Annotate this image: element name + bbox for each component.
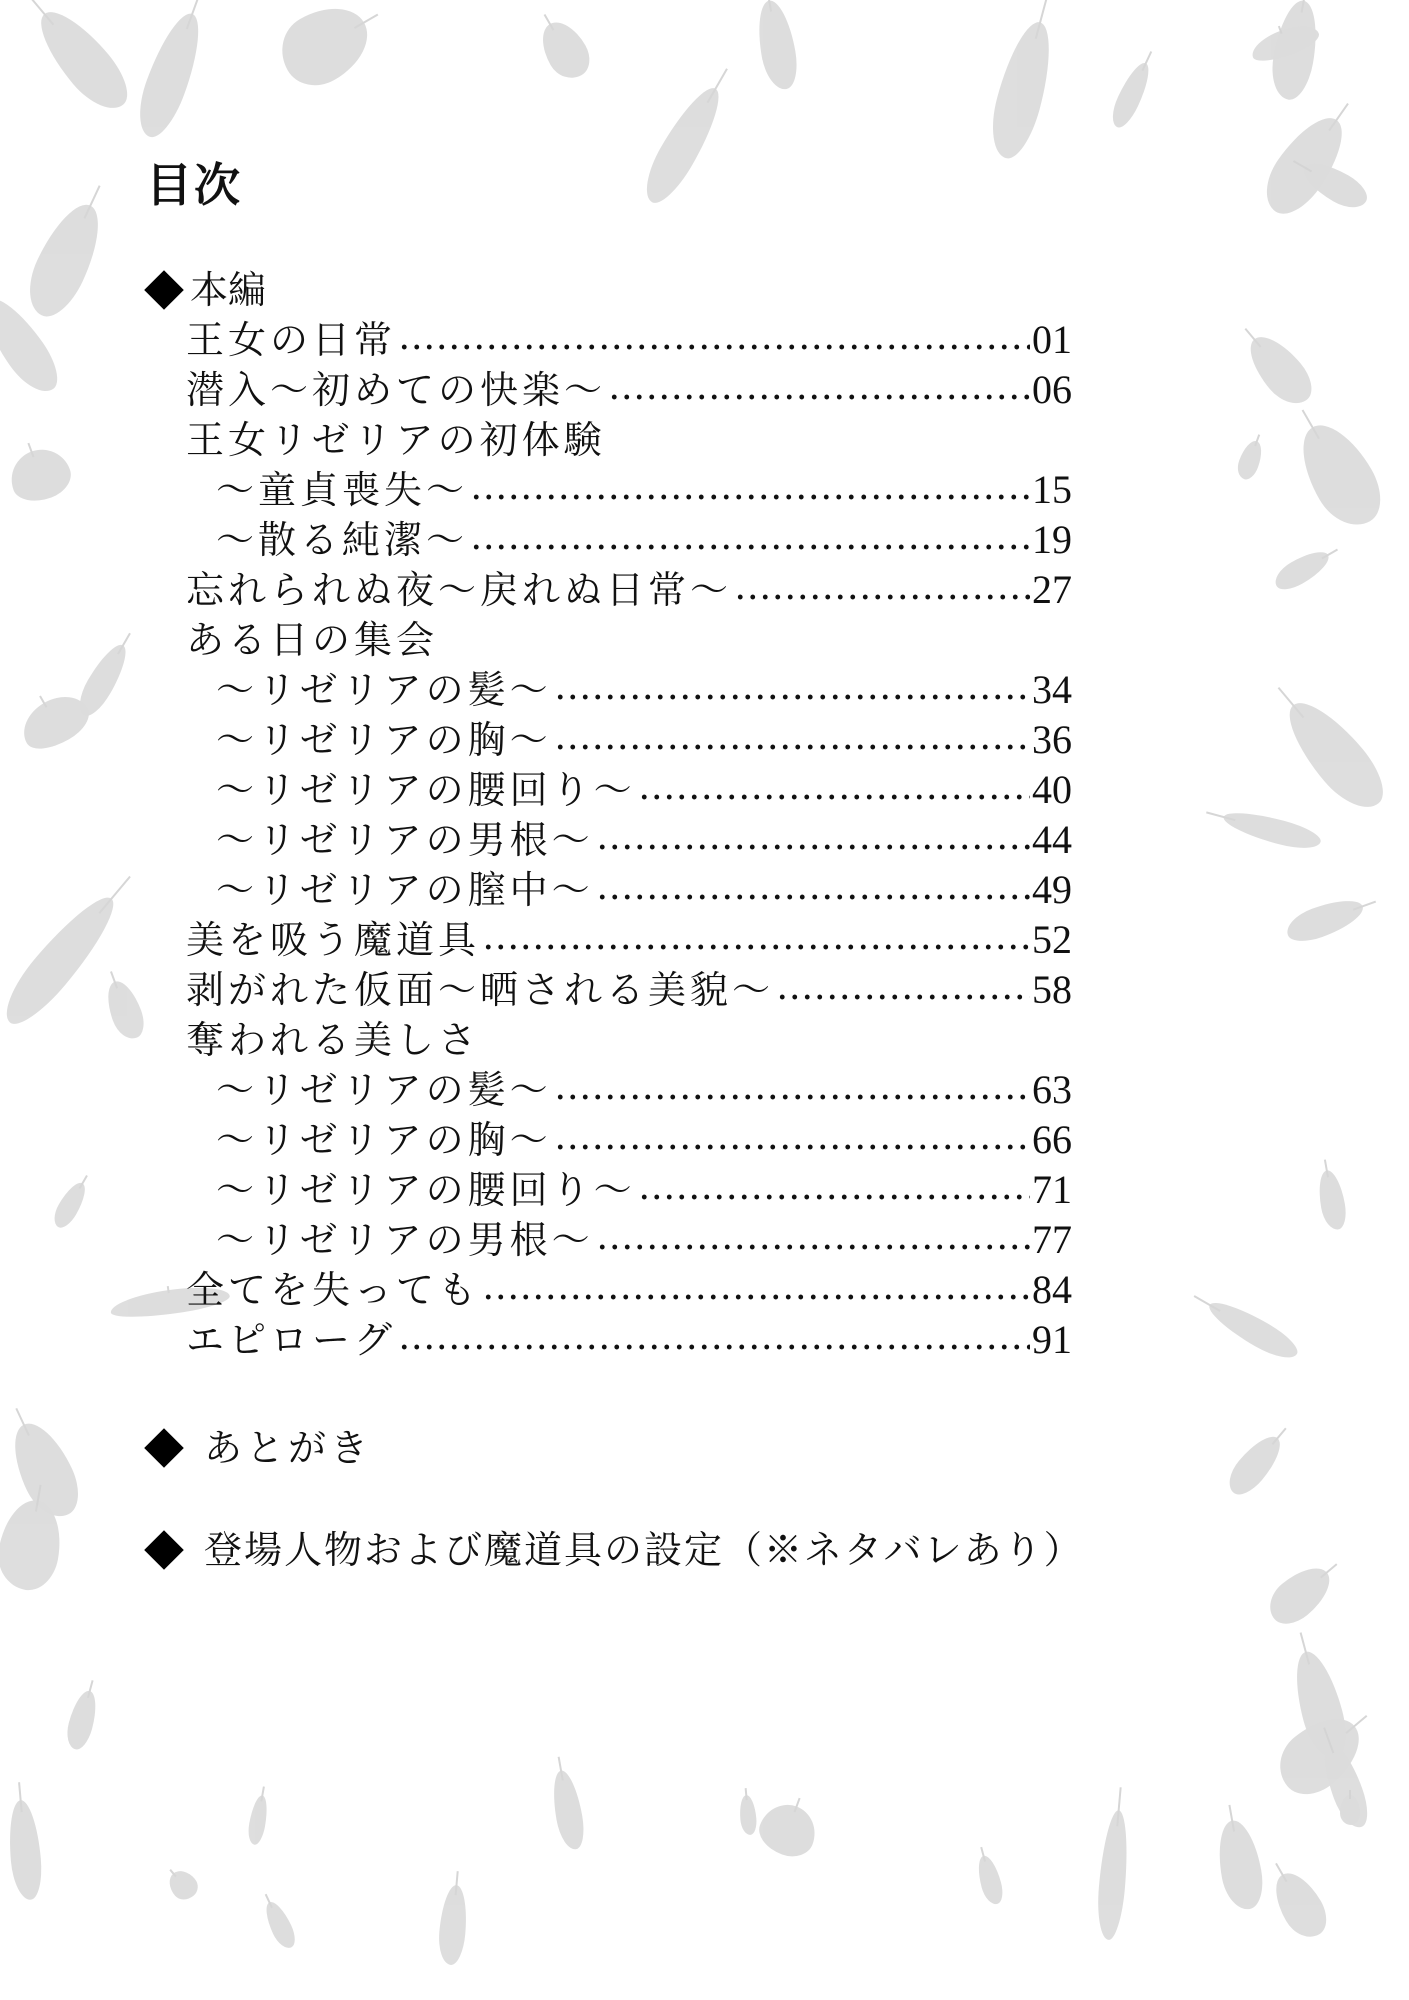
- entry-title: 〜リゼリアの髪〜: [216, 668, 552, 712]
- entry-title: エピローグ: [186, 1318, 397, 1362]
- dot-leader: [554, 665, 1030, 715]
- toc-entry[interactable]: [186, 965, 1072, 1015]
- entry-title: 〜リゼリアの胸〜: [216, 1118, 552, 1162]
- entry-title: 全てを失っても: [186, 1268, 481, 1312]
- section-heading-afterword[interactable]: [144, 1423, 372, 1473]
- toc-entry[interactable]: [186, 1315, 1072, 1365]
- dot-leader: [470, 465, 1030, 515]
- entry-title: 潜入〜初めての快楽〜: [186, 368, 607, 412]
- entry-title: 〜リゼリアの男根〜: [216, 818, 594, 862]
- entry-title: 美を吸う魔道具: [186, 918, 481, 962]
- entry-title: 王女の日常: [186, 318, 397, 362]
- toc-entry[interactable]: [216, 765, 1072, 815]
- toc-entry[interactable]: [216, 1065, 1072, 1115]
- dot-leader: [398, 315, 1030, 365]
- toc-entry[interactable]: [186, 315, 1072, 365]
- entry-page-number: 49: [1032, 867, 1072, 912]
- dot-leader: [734, 565, 1030, 615]
- entry-page-number: 15: [1032, 467, 1072, 512]
- dot-leader: [638, 1165, 1030, 1215]
- entry-page-number: 19: [1032, 517, 1072, 562]
- section-label: 登場人物および魔道具の設定（※ネタバレあり）: [204, 1528, 1084, 1572]
- toc-entry[interactable]: [216, 465, 1072, 515]
- entry-page-number: 40: [1032, 767, 1072, 812]
- entry-title: 〜散る純潔〜: [216, 518, 469, 562]
- section-label: あとがき: [204, 1426, 373, 1470]
- toc-entry[interactable]: [216, 865, 1072, 915]
- entry-title: 〜リゼリアの膣中〜: [216, 868, 594, 912]
- toc-entry[interactable]: [216, 1115, 1072, 1165]
- entry-page-number: 63: [1032, 1067, 1072, 1112]
- entry-page-number: 06: [1032, 367, 1072, 412]
- dot-leader: [608, 365, 1030, 415]
- dot-leader: [554, 715, 1030, 765]
- dot-leader: [638, 765, 1030, 815]
- dot-leader: [482, 1265, 1030, 1315]
- entry-title: 〜リゼリアの腰回り〜: [216, 1168, 636, 1212]
- entry-page-number: 91: [1032, 1317, 1072, 1362]
- entry-page-number: 44: [1032, 817, 1072, 862]
- toc-entry[interactable]: [186, 1265, 1072, 1315]
- toc-entry[interactable]: [216, 1165, 1072, 1215]
- dot-leader: [398, 1315, 1030, 1365]
- diamond-bullet-icon: [144, 1530, 184, 1570]
- dot-leader: [554, 1115, 1030, 1165]
- section-heading-main[interactable]: [144, 265, 266, 315]
- entry-page-number: 34: [1032, 667, 1072, 712]
- diamond-bullet-icon: [144, 1428, 184, 1468]
- entry-title: 〜リゼリアの胸〜: [216, 718, 552, 762]
- entry-page-number: 52: [1032, 917, 1072, 962]
- entry-title: 剥がれた仮面〜晒される美貌〜: [186, 968, 775, 1012]
- entry-page-number: 01: [1032, 317, 1072, 362]
- dot-leader: [554, 1065, 1030, 1115]
- entry-title: 〜童貞喪失〜: [216, 468, 469, 512]
- section-label: 本編: [190, 268, 267, 312]
- dot-leader: [482, 915, 1030, 965]
- toc-entry[interactable]: [216, 815, 1072, 865]
- entry-title: 忘れられぬ夜〜戻れぬ日常〜: [186, 568, 733, 612]
- entry-page-number: 36: [1032, 717, 1072, 762]
- entry-page-number: 71: [1032, 1167, 1072, 1212]
- toc-entry[interactable]: [186, 915, 1072, 965]
- entry-title: ある日の集会: [186, 618, 439, 662]
- toc-entry[interactable]: [216, 1215, 1072, 1265]
- toc-entry[interactable]: [186, 1015, 1072, 1065]
- entry-title: 〜リゼリアの髪〜: [216, 1068, 552, 1112]
- toc-entry[interactable]: [216, 665, 1072, 715]
- entry-page-number: 58: [1032, 967, 1072, 1012]
- entry-page-number: 84: [1032, 1267, 1072, 1312]
- toc-entry[interactable]: [186, 415, 1072, 465]
- entry-page-number: 27: [1032, 567, 1072, 612]
- diamond-bullet-icon: [144, 270, 184, 310]
- toc-entry[interactable]: [186, 565, 1072, 615]
- page-title: 目次: [146, 158, 242, 212]
- entry-page-number: 66: [1032, 1117, 1072, 1162]
- dot-leader: [596, 865, 1030, 915]
- toc-entry[interactable]: [216, 715, 1072, 765]
- entry-page-number: 77: [1032, 1217, 1072, 1262]
- entry-title: 王女リゼリアの初体験: [186, 418, 606, 462]
- dot-leader: [776, 965, 1030, 1015]
- dot-leader: [470, 515, 1030, 565]
- dot-leader: [596, 1215, 1030, 1265]
- entry-title: 〜リゼリアの腰回り〜: [216, 768, 636, 812]
- toc-entry[interactable]: [216, 515, 1072, 565]
- section-heading-settings[interactable]: [144, 1525, 1084, 1575]
- dot-leader: [596, 815, 1030, 865]
- entry-title: 奪われる美しさ: [186, 1018, 481, 1062]
- entry-title: 〜リゼリアの男根〜: [216, 1218, 594, 1262]
- toc-entry[interactable]: [186, 615, 1072, 665]
- toc-entry[interactable]: [186, 365, 1072, 415]
